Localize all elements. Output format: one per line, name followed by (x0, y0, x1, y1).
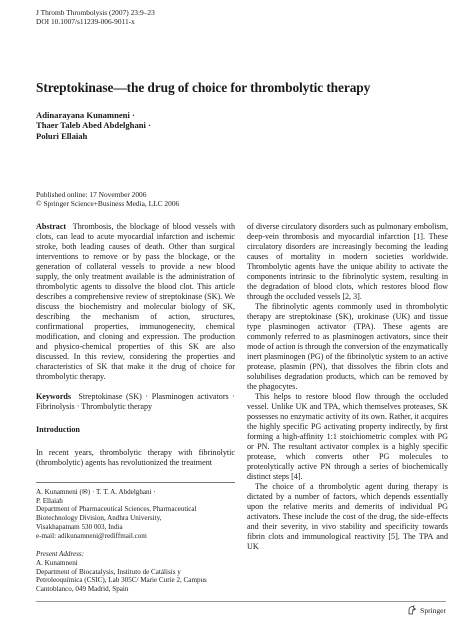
footer-divider (36, 601, 446, 602)
author-list (36, 110, 151, 141)
body-paragraph-1 (247, 222, 448, 302)
body-text: This helps to restore blood flow through the occluded vessel. Unlike UK and TPA, which themselves proteases, SK possesses no enzymatic activity of its own. Rather, it acquires the highly specific PG activating property indirectly, by first forming a high-affinity 1:1 stoichiometric complex with PG or PN. The resultant activator complex is a highly specific protease, which converts other PG molecules to proteolytically active PN through a series of biochemically distinct steps (247, 392, 448, 481)
publisher-name: Springer (420, 605, 446, 615)
citation-link[interactable]: [1] (413, 232, 423, 241)
present-address-line: A. Kunamneni (36, 558, 78, 567)
citation-link[interactable]: [5] (388, 532, 398, 541)
body-paragraph-4 (247, 482, 448, 552)
affiliation-line: A. Kunamneni (✉) · T. T. A. Abdelghani · (36, 488, 156, 496)
body-text: The choice of a thrombolytic agent during therapy is dictated by a number of factors, which depends essentially upon the relative merits and demerits of individual PG activators. These include the cost of the drug, the side-effects and their severity, in vivo stability and specificity towards fibrin clots and immunological reactivity (247, 482, 448, 541)
present-address-label: Present Address: (36, 550, 85, 559)
journal-citation: J Thromb Thrombolysis (2007) 23:9–23 (36, 8, 155, 17)
author-3: Poluri Ellaiah (36, 130, 88, 141)
journal-header (36, 8, 155, 26)
body-text: . The TPA and UK (247, 532, 448, 551)
body-paragraph-2: The fibrinolytic agents commonly used in thrombolytic therapy are streptokinase (SK), urokinase (UK) and tissue type plasminogen activator (TPA). These agents are commonly referred to as plasminogen activators, since their mode of action is through the conversion of the enzymatically inert plasminogen (PG) of the fibrinolytic system to an active protease, plasmin (PN), that dissolves the fibrin clots and solubilises degradation products, which can be removed by the phagocytes. (247, 302, 448, 391)
body-text: of diverse circulatory disorders such as pulmonary embolism, deep-vein thrombosis and myocardial infarction (247, 222, 448, 241)
abstract-label: Abstract (36, 222, 67, 231)
keywords-label: Keywords (36, 392, 72, 401)
present-address-line: Cantoblanco, 049 Madrid, Spain (36, 585, 129, 594)
citation-link[interactable]: [2, 3] (342, 292, 360, 301)
author-2: Thaer Taleb Abed Abdelghani · (36, 120, 151, 131)
affiliation-line: Visakhapatnam 530 003, India (36, 522, 123, 531)
present-address-line: Department of Biocatalysis, Instituto de Catálisis y (36, 567, 181, 576)
intro-text: In recent years, thrombolytic therapy with fibrinolytic (thrombolytic) agents has revolutionized the treatment (36, 448, 235, 467)
keywords-text: Streptokinase (SK) · Plasminogen activators · Fibrinolysis · Thrombolytic therapy (36, 392, 235, 411)
affiliation-line: Biotechnology Division, Andhra University, (36, 514, 162, 523)
right-column (247, 222, 448, 552)
body-text: . (359, 292, 362, 301)
author-affiliation (36, 482, 235, 540)
abstract (36, 222, 235, 382)
author-1: Adinarayana Kunamneni · (36, 110, 135, 120)
abstract-text: Thrombosis, the blockage of blood vessels with clots, can lead to acute myocardial infarction and ischemic stroke, both leading causes of death. Other than surgical interventions to remove or by pass the blockage, or the generation of collateral vessels to provide a new blood supply, the only treatment available is the administration of thrombolytic agents to dissolve the blood clot. This article describes a comprehensive review of streptokinase (SK). We discuss the biochemistry and molecular biology of SK, describing the mechanism of action, structures, confirmational properties, immunogenecity, chemical modification, and cloning and expression. The production and physico-chemical properties of this SK are also discussed. In this review, considering the properties and characteristics of SK that make it the drug of choice for thrombolytic therapy. (36, 222, 236, 381)
intro-heading: Introduction (36, 425, 80, 434)
journal-doi: DOI 10.1007/s11239-006-9011-x (36, 17, 135, 26)
body-text: . These circulatory disorders are increasingly becoming the leading causes of mortality in modern societies worldwide. Thrombolytic agents have the unique ability to activate the components intrinsic to the fibrinolytic system, resulting in the degradation of blood clots, which restores blood flow through the occluded vessels (247, 232, 448, 301)
springer-horse-icon (407, 605, 417, 615)
affiliation-email: e-mail: adikunamneni@rediffmail.com (36, 531, 147, 540)
present-address (36, 550, 235, 594)
affiliation-line: P. Ellaiah (36, 496, 63, 505)
body-text: . (300, 472, 303, 481)
left-column (36, 222, 235, 594)
copyright-line: © Springer Science+Business Media, LLC 2006 (36, 199, 180, 208)
article-title: Streptokinase—the drug of choice for thrombolytic therapy (36, 80, 371, 95)
published-date: Published online: 17 November 2006 (36, 190, 147, 199)
affiliation-line: Department of Pharmaceutical Sciences, Pharmaceutical (36, 505, 197, 514)
citation-link[interactable]: [4] (291, 472, 301, 481)
present-address-line: Petroleoquímica (CSIC), Lab 305C/ Marie Curie 2, Campus (36, 576, 207, 585)
keywords (36, 392, 235, 412)
body-paragraph-3 (247, 392, 448, 482)
publication-info (36, 190, 179, 208)
publisher-logo (407, 605, 446, 615)
